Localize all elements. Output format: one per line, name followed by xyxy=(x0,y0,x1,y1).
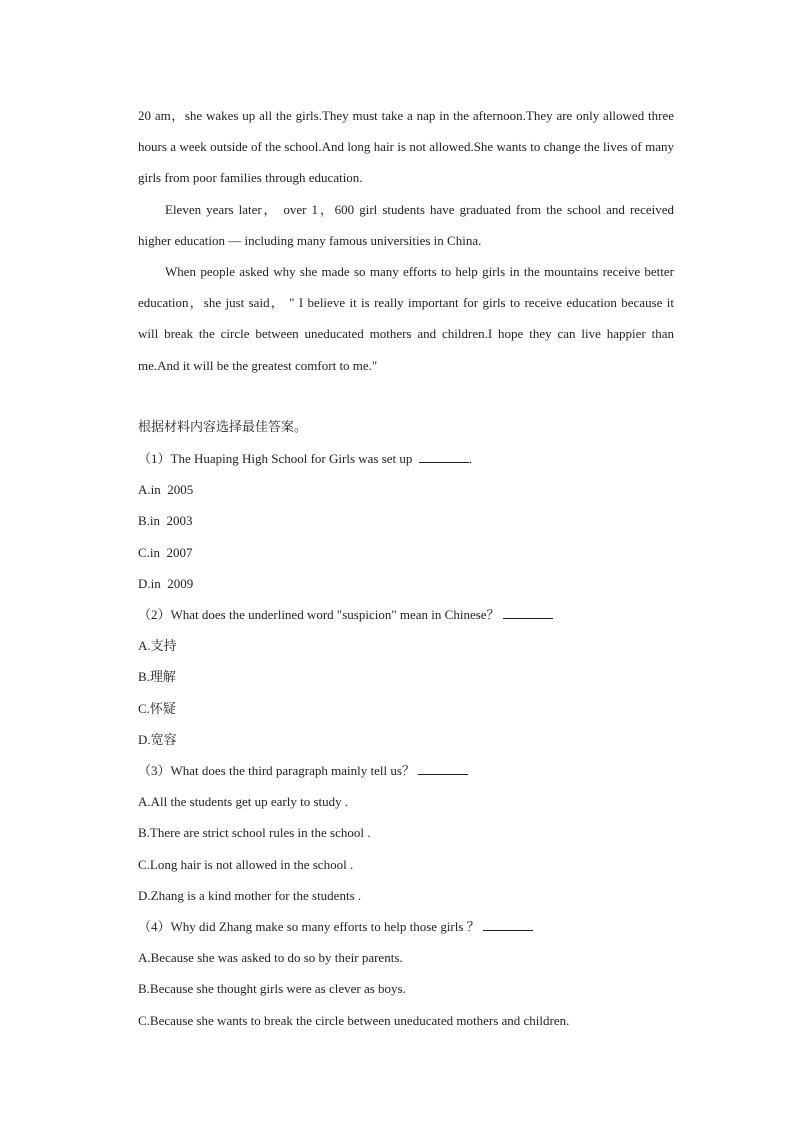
answer-blank[interactable] xyxy=(419,450,469,463)
question-stem-suffix: . xyxy=(468,451,473,467)
option-b[interactable]: B.There are strict school rules in the school . xyxy=(138,825,371,841)
question-stem xyxy=(138,911,674,942)
question-4 xyxy=(138,911,674,1036)
answer-blank[interactable] xyxy=(503,606,553,619)
option-a[interactable]: A.支持 xyxy=(138,638,177,654)
question-stem-text: （2）What does the underlined word "suspicion" mean in Chinese？ xyxy=(138,607,503,623)
option-b[interactable]: B.in 2003 xyxy=(138,513,193,529)
instruction-text: 根据材料内容选择最佳答案。 xyxy=(138,419,308,435)
option-b[interactable]: B.Because she thought girls were as clever as boys. xyxy=(138,981,406,997)
question-1 xyxy=(138,443,674,599)
question-stem xyxy=(138,599,674,630)
question-stem xyxy=(138,755,674,786)
option-c[interactable]: C.Because she wants to break the circle between uneducated mothers and children. xyxy=(138,1012,570,1028)
answer-blank[interactable] xyxy=(483,918,533,931)
passage-paragraph-2: Eleven years later， over 1，600 girl students have graduated from the school and received higher education — including many famous universities in China. xyxy=(138,201,674,248)
option-a[interactable]: A.in 2005 xyxy=(138,482,194,498)
option-d[interactable]: D.宽容 xyxy=(138,731,177,747)
option-c[interactable]: C.Long hair is not allowed in the school . xyxy=(138,856,354,872)
option-c[interactable]: C.in 2007 xyxy=(138,544,193,560)
question-stem-text: （1）The Huaping High School for Girls was set up xyxy=(138,451,419,467)
question-stem-text: （4）Why did Zhang make so many efforts to help those girls ？ xyxy=(138,919,483,935)
page-content xyxy=(138,100,674,1036)
question-stem xyxy=(138,443,674,474)
option-a[interactable]: A.All the students get up early to study . xyxy=(138,794,349,810)
question-2 xyxy=(138,599,674,755)
passage-paragraph-1: 20 am，she wakes up all the girls.They must take a nap in the afternoon.They are only allowed three hours a week outside of the school.And long hair is not allowed.She wants to change the lives of many girls from poor families through education. xyxy=(138,108,674,186)
passage-paragraph-3: When people asked why she made so many efforts to help girls in the mountains receive better education，she just said， " I believe it is really important for girls to receive education because it will break the circle between uneducated mothers and children.I hope they can live happier than me.And it will be the greatest comfort to me." xyxy=(138,264,674,373)
section-spacer xyxy=(138,381,674,412)
option-d[interactable]: D.Zhang is a kind mother for the students . xyxy=(138,887,362,903)
answer-blank[interactable] xyxy=(418,762,468,775)
option-a[interactable]: A.Because she was asked to do so by their parents. xyxy=(138,950,403,966)
question-stem-text: （3）What does the third paragraph mainly tell us？ xyxy=(138,763,419,779)
option-d[interactable]: D.in 2009 xyxy=(138,575,194,591)
question-3 xyxy=(138,755,674,911)
option-b[interactable]: B.理解 xyxy=(138,669,176,685)
option-c[interactable]: C.怀疑 xyxy=(138,700,176,716)
